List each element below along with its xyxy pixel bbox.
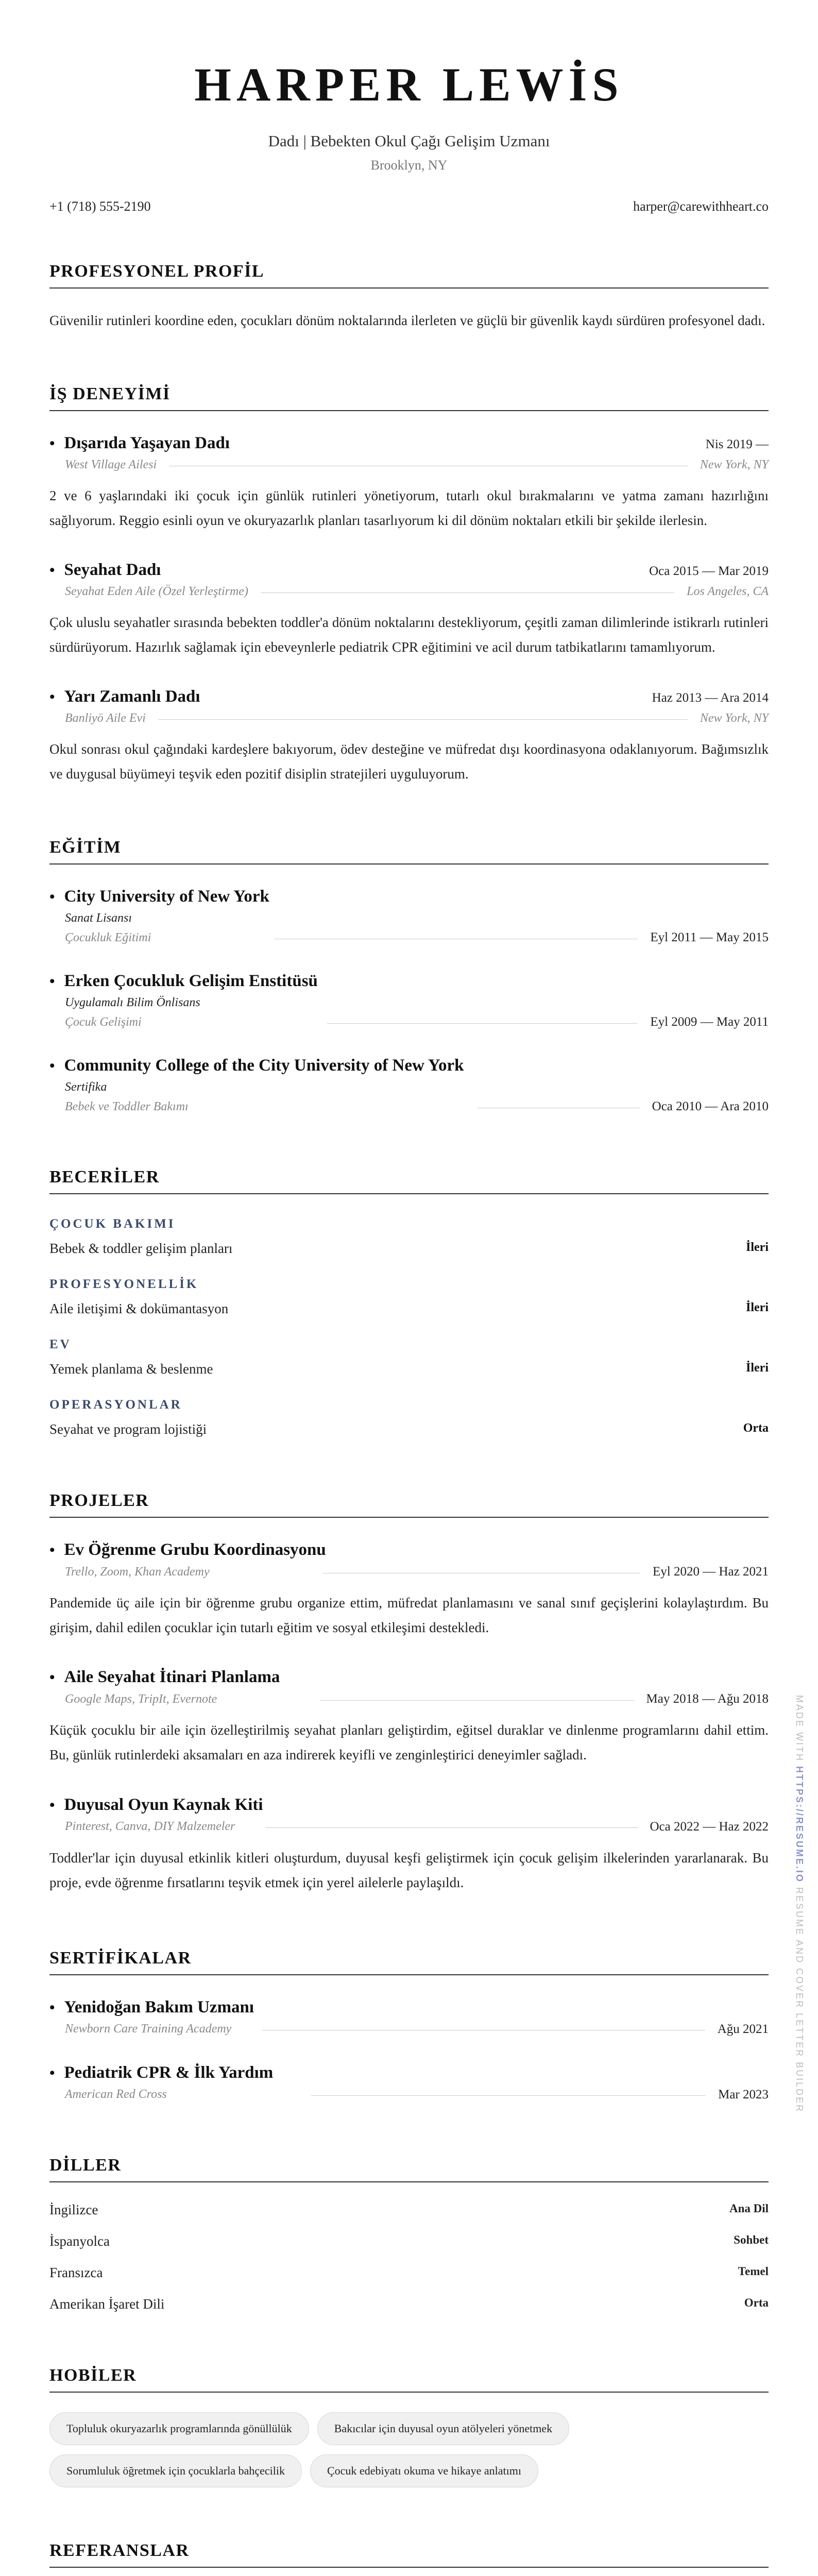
- experience-entry: [49, 434, 769, 533]
- language-name: Amerikan İşaret Dili: [49, 2296, 165, 2312]
- job-role: Yarı Zamanlı Dadı: [64, 687, 200, 706]
- section-title: SERTİFİKALAR: [49, 1948, 769, 1975]
- skill-category: ÇOCUK BAKIMI: [49, 1217, 176, 1231]
- job-location: Los Angeles, CA: [687, 585, 769, 599]
- experience-section: [49, 384, 769, 786]
- project-description: Pandemide üç aile için bir öğrenme grubu organize ettim, müfredat planlamasını ve sanal sınıf geçişlerini kolaylaştırdım. Bu girişim, dahil edilen çocuklar için tutarlı eğitim ve sosyal etkileşimi destekledi.: [49, 1595, 769, 1636]
- degree: Sanat Lisansı: [65, 911, 132, 925]
- skill-row: [49, 1301, 769, 1317]
- credit-suffix: RESUME AND COVER LETTER BUILDER: [794, 1887, 805, 2113]
- candidate-name: HARPER LEWİS: [194, 58, 624, 111]
- skill-level: İleri: [746, 1301, 769, 1315]
- degree: Uygulamalı Bilim Önlisans: [65, 996, 200, 1010]
- job-location: New York, NY: [700, 458, 769, 472]
- employer: Seyahat Eden Aile (Özel Yerleştirme): [65, 585, 248, 599]
- credit-link[interactable]: HTTPS://RESUME.IO: [794, 1766, 805, 1884]
- hobby-tag: Çocuk edebiyatı okuma ve hikaye anlatımı: [310, 2454, 538, 2487]
- divider: [266, 1827, 637, 1828]
- certificates-section: [49, 1948, 769, 2102]
- skill-row: [49, 1241, 769, 1257]
- languages-section: [49, 2156, 769, 2312]
- certificate-issuer: Newborn Care Training Academy: [65, 2022, 232, 2036]
- language-level: Temel: [738, 2264, 769, 2278]
- skill-category: OPERASYONLAR: [49, 1398, 182, 1412]
- project-dates: May 2018 — Ağu 2018: [646, 1692, 769, 1706]
- certificate-entry: [49, 1998, 769, 2037]
- section-title: BECERİLER: [49, 1167, 769, 1194]
- language-list: [49, 2202, 769, 2312]
- credit-prefix: MADE WITH: [794, 1695, 805, 1762]
- field-of-study: Çocuk Gelişimi: [65, 1015, 142, 1029]
- language-level: Sohbet: [734, 2233, 769, 2246]
- section-title: DİLLER: [49, 2156, 769, 2182]
- bullet-icon: •: [49, 888, 55, 906]
- skill-row: [49, 1361, 769, 1377]
- section-title: İŞ DENEYİMİ: [49, 384, 769, 411]
- job-description: Çok uluslu seyahatler sırasında bebekten toddler'a dönüm noktalarını destekliyorum, çeşitli zaman dilimlerinde istikrarlı rutinleri sürdürüyorum. Hazırlık sağlamak için ebeveynlerle pediatrik CPR eğitimini ve acil durum tatbikatlarını tamamlıyorum.: [49, 615, 769, 655]
- project-tools: Google Maps, TripIt, Evernote: [65, 1692, 217, 1706]
- project-entry: [49, 1668, 769, 1767]
- bullet-icon: •: [49, 2064, 55, 2081]
- projects-section: [49, 1491, 769, 1894]
- hobbies-section: [49, 2366, 769, 2487]
- divider: [311, 2095, 706, 2096]
- education-dates: Eyl 2011 — May 2015: [650, 930, 769, 945]
- skill-category: PROFESYONELLİK: [49, 1277, 199, 1292]
- skill-name: Bebek & toddler gelişim planları: [49, 1241, 233, 1257]
- location: Brooklyn, NY: [370, 158, 448, 173]
- certificate-name: Yenidoğan Bakım Uzmanı: [64, 1997, 254, 2016]
- language-level: Ana Dil: [729, 2201, 769, 2215]
- project-tools: Pinterest, Canva, DIY Malzemeler: [65, 1820, 235, 1834]
- email[interactable]: harper@carewithheart.co: [633, 199, 769, 214]
- bullet-icon: •: [49, 1669, 55, 1686]
- project-name: Aile Seyahat İtinari Planlama: [64, 1668, 280, 1687]
- education-entry: [49, 887, 769, 945]
- certificate-name: Pediatrik CPR & İlk Yardım: [64, 2063, 274, 2082]
- project-tools: Trello, Zoom, Khan Academy: [65, 1565, 210, 1579]
- bullet-icon: •: [49, 1541, 55, 1559]
- certificate-date: Mar 2023: [718, 2087, 769, 2102]
- project-description: Toddler'lar için duyusal etkinlik kitleri oluşturdum, duyusal keşfi geliştirmek için çocuk gelişim ilkelerinden yararlanarak. Bu proje, evde öğrenme fırsatlarını teşvik etmek için yerel ailelerle paylaşıldı.: [49, 1850, 769, 1890]
- skill-level: İleri: [746, 1361, 769, 1375]
- experience-entry: [49, 561, 769, 659]
- hobby-tag: Topluluk okuryazarlık programlarında gönüllülük: [49, 2412, 309, 2445]
- skills-section: [49, 1167, 769, 1437]
- language-name: İngilizce: [49, 2201, 98, 2217]
- skill-row: [49, 1421, 769, 1437]
- language-row: [49, 2233, 769, 2249]
- divider: [327, 1023, 638, 1024]
- education-section: [49, 838, 769, 1114]
- school-name: Community College of the City University of New York: [64, 1056, 464, 1075]
- tagline: Dadı | Bebekten Okul Çağı Gelişim Uzmanı: [268, 132, 550, 150]
- project-entry: [49, 1540, 769, 1640]
- school-name: City University of New York: [64, 887, 269, 906]
- education-entry: [49, 1056, 769, 1114]
- employer: West Village Ailesi: [65, 458, 157, 472]
- skill-name: Seyahat ve program lojistiği: [49, 1421, 207, 1437]
- language-name: Fransızca: [49, 2264, 103, 2280]
- builder-credit: [794, 1695, 805, 2113]
- profile-text: Güvenilir rutinleri koordine eden, çocukları dönüm noktalarında ilerleten ve güçlü bir güvenlik kaydı sürdüren profesyonel dadı.: [49, 313, 765, 328]
- school-name: Erken Çocukluk Gelişim Enstitüsü: [64, 972, 318, 991]
- language-level: Orta: [744, 2296, 769, 2309]
- section-title: EĞİTİM: [49, 838, 769, 865]
- bullet-icon: •: [49, 1057, 55, 1075]
- education-dates: Eyl 2009 — May 2011: [650, 1015, 769, 1029]
- project-entry: [49, 1795, 769, 1895]
- bullet-icon: •: [49, 973, 55, 990]
- field-of-study: Çocukluk Eğitimi: [65, 930, 151, 944]
- education-entry: [49, 972, 769, 1029]
- job-description: 2 ve 6 yaşlarındaki iki çocuk için günlük rutinleri yönetiyorum, tutarlı okul bırakmalarını ve yatma zamanı hazırlığını sağlıyorum. Reggio esinli oyun ve okuryazarlık planları tasarlıyorum ki dil dönüm noktaları etkili bir şekilde ilerlesin.: [49, 488, 769, 529]
- bullet-icon: •: [49, 1998, 55, 2016]
- language-row: [49, 2265, 769, 2281]
- degree: Sertifika: [65, 1080, 107, 1094]
- bullet-icon: •: [49, 435, 55, 452]
- hobby-tag: Sorumluluk öğretmek için çocuklarla bahçecilik: [49, 2454, 302, 2487]
- language-row: [49, 2296, 769, 2312]
- certificate-date: Ağu 2021: [717, 2022, 769, 2036]
- divider: [261, 592, 674, 593]
- hobby-tags: [49, 2412, 719, 2487]
- certificate-entry: [49, 2063, 769, 2102]
- experience-entry: [49, 687, 769, 786]
- employer: Banliyö Aile Evi: [65, 711, 146, 725]
- divider: [158, 719, 688, 720]
- skill-category: EV: [49, 1337, 72, 1352]
- language-row: [49, 2202, 769, 2218]
- job-role: Dışarıda Yaşayan Dadı: [64, 434, 230, 453]
- job-dates: Haz 2013 — Ara 2014: [652, 691, 769, 705]
- project-dates: Oca 2022 — Haz 2022: [650, 1819, 769, 1834]
- bullet-icon: •: [49, 562, 55, 579]
- section-title: REFERANSLAR: [49, 2541, 769, 2568]
- skill-level: Orta: [743, 1421, 769, 1435]
- phone[interactable]: +1 (718) 555-2190: [49, 199, 151, 214]
- bullet-icon: •: [49, 1796, 55, 1814]
- job-description: Okul sonrası okul çağındaki kardeşlere bakıyorum, ödev desteğine ve müfredat dışı koordinasyona odaklanıyorum. Bağımsızlık ve duygusal büyümeyi teşvik eden pozitif disiplin stratejileri uyguluyorum.: [49, 741, 769, 782]
- job-dates: Oca 2015 — Mar 2019: [649, 564, 769, 579]
- language-name: İspanyolca: [49, 2233, 110, 2249]
- profile-section: [49, 262, 769, 333]
- project-dates: Eyl 2020 — Haz 2021: [653, 1565, 769, 1579]
- section-title: HOBİLER: [49, 2366, 769, 2393]
- skill-name: Aile iletişimi & dokümantasyon: [49, 1301, 229, 1317]
- job-role: Seyahat Dadı: [64, 561, 161, 580]
- project-description: Küçük çocuklu bir aile için özelleştirilmiş seyahat planları geliştirdim, eğitsel duraklar ve dinlenme programlarını dahil ettim. Bu, günlük rutinlerdeki aksamaları en aza indirerek keyifli ve zenginleştirici deneyimler sağladı.: [49, 1722, 769, 1763]
- section-title: PROFESYONEL PROFİL: [49, 262, 769, 289]
- job-dates: Nis 2019 —: [705, 437, 769, 452]
- education-dates: Oca 2010 — Ara 2010: [652, 1099, 769, 1114]
- job-location: New York, NY: [700, 711, 769, 725]
- skill-level: İleri: [746, 1241, 769, 1255]
- resume-page: [49, 0, 769, 2576]
- project-name: Duyusal Oyun Kaynak Kiti: [64, 1795, 263, 1814]
- contact-row: [49, 199, 769, 214]
- certificate-issuer: American Red Cross: [65, 2088, 167, 2102]
- skill-name: Yemek planlama & beslenme: [49, 1361, 213, 1377]
- section-title: PROJELER: [49, 1491, 769, 1518]
- project-name: Ev Öğrenme Grubu Koordinasyonu: [64, 1540, 326, 1560]
- hobby-tag: Bakıcılar için duyusal oyun atölyeleri yönetmek: [317, 2412, 569, 2445]
- references-section: [49, 2541, 769, 2576]
- field-of-study: Bebek ve Toddler Bakımı: [65, 1099, 189, 1113]
- divider: [320, 1700, 634, 1701]
- bullet-icon: •: [49, 688, 55, 706]
